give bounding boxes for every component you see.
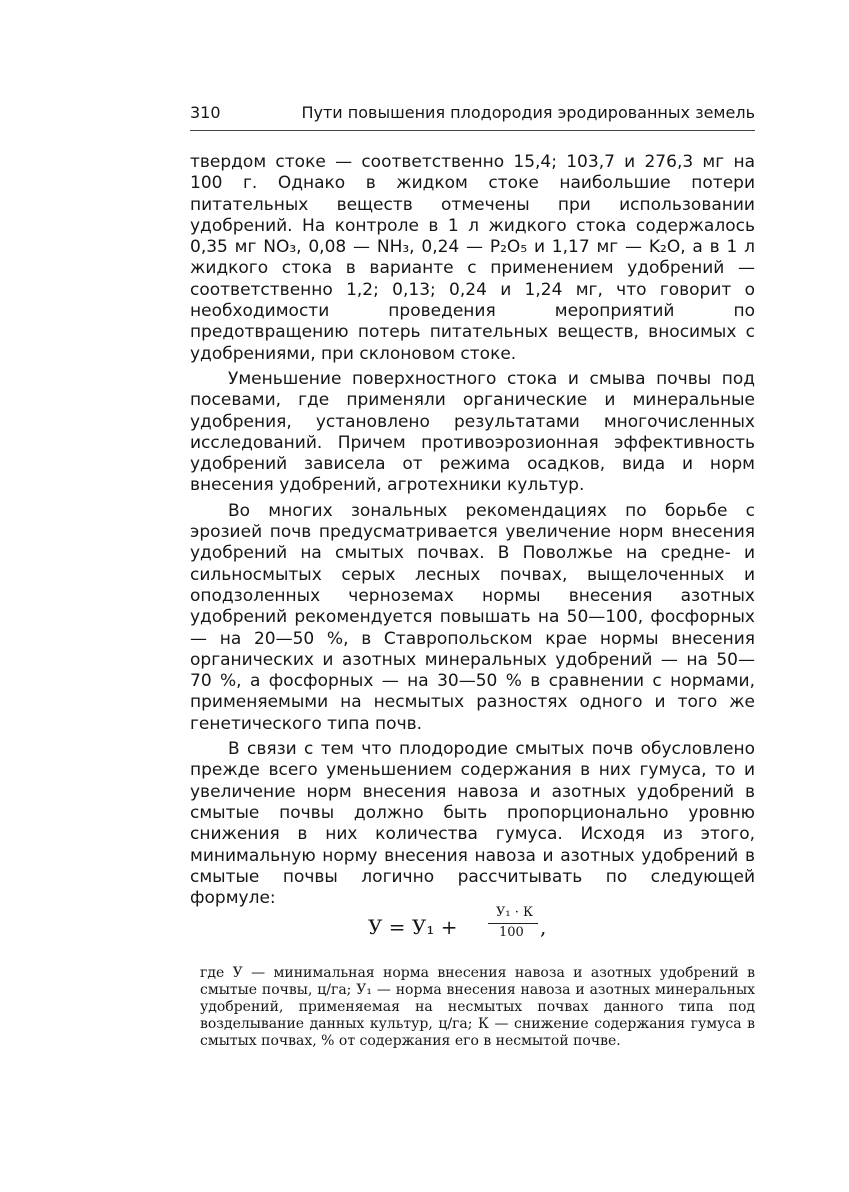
paragraph: Уменьшение поверхностного стока и смыва почвы под посевами, где применяли органические и минеральные удобрения, установлено результатами многочисленных исследований. Причем противоэрозионная эффективность удобрений зависела от режима осадков, вида и норм внесения удобрений, агротехники культур.: [190, 368, 755, 496]
header-rule: [190, 130, 755, 131]
paragraph-continuation: твердом стоке — соответственно 15,4; 103,7 и 276,3 мг на 100 г. Однако в жидком стоке наибольшие потери питательных веществ отмечены при использовании удобрений. На контроле в 1 л жидкого стока содержалось 0,35 мг NO₃, 0,08 — NH₃, 0,24 — P₂O₅ и 1,17 мг — K₂O, а в 1 л жидкого стока в варианте с применением удобрений — соответственно 1,2; 0,13; 0,24 и 1,24 мг, что говорит о необходимости проведения мероприятий по предотвращению потерь питательных веществ, вносимых с удобрениями, при склоновом стоке.: [190, 152, 755, 364]
page-number: 310: [190, 103, 221, 122]
running-head: [190, 103, 755, 129]
fraction-bar: [488, 923, 538, 924]
formula-numerator: У₁ · К: [496, 905, 534, 920]
running-title: Пути повышения плодородия эродированных земель: [301, 103, 755, 122]
paragraph: В связи с тем что плодородие смытых почв обусловлено прежде всего уменьшением содержания в них гумуса, то и увеличение норм внесения навоза и азотных удобрений в смытые почвы должно быть пропорционально уровню снижения в них количества гумуса. Исходя из этого, минимальную норму внесения навоза и азотных удобрений в смытые почвы логично рассчитывать по следующей формуле:: [190, 739, 755, 909]
body-text: [190, 152, 755, 909]
formula-lhs: У = У₁ +: [368, 915, 458, 939]
formula-legend: где У — минимальная норма внесения навоза и азотных удобрений в смытые почвы, ц/га; У₁ — норма внесения навоза и азотных минеральных удобрений, применяемая на несмытых почвах данного типа под возделывание данных культур, ц/га; К — снижение содержания гумуса в смытых почвах, % от содержания его в несмытой почве.: [200, 965, 755, 1049]
formula-denominator: 100: [499, 925, 524, 940]
formula-comma: ,: [540, 915, 547, 939]
paragraph: Во многих зональных рекомендациях по борьбе с эрозией почв предусматривается увеличение норм внесения удобрений на смытых почвах. В Поволжье на средне- и сильносмытых серых лесных почвах, выщелоченных и оподзоленных черноземах нормы внесения азотных удобрений рекомендуется повышать на 50—100, фосфорных — на 20—50 %, в Ставропольском крае нормы внесения органических и азотных минеральных удобрений — на 50—70 %, а фосфорных — на 30—50 % в сравнении с нормами, применяемыми на несмытых разностях одного и того же генетического типа почв.: [190, 500, 755, 734]
